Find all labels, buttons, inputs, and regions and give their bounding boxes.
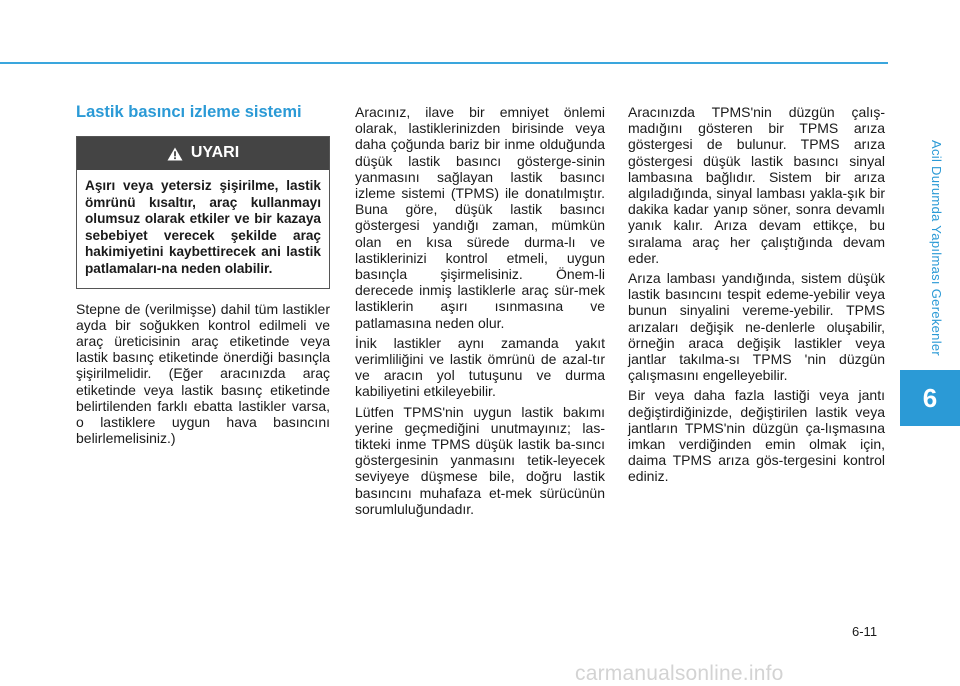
paragraph: İnik lastikler aynı zamanda yakıt verimliliğini ve lastik ömrünü de azal-tır ve aracın yol tutuşunu ve durma kabiliyetini etkileyebilir.: [355, 334, 605, 400]
paragraph: Lütfen TPMS'nin uygun lastik bakımı yerine geçmediğini unutmayınız; las-tikteki inme TPMS düşük lastik ba-sıncı göstergesinin yanmasını tetik-leyecek seviyeye düşmese bile, doğru lastik basıncını muhafaza et-mek sürücünün sorumluluğundadır.: [355, 403, 605, 517]
paragraph: Aracınızda TPMS'nin düzgün çalış-madığını gösteren bir TPMS arıza göstergesi de bulunur. TPMS arıza göstergesi düşük lastik basıncı sinyal lambasına bağlıdır. Sistem bir arıza algıladığında, sinyal lambası yakla-şık bir dakika kadar yanıp söner, sonra devamlı yanık kalır. Arıza devam ettikçe, bu sıralama araç her çalıştığında devam eder.: [628, 104, 885, 266]
paragraph: Bir veya daha fazla lastiği veya jantı değiştirdiğinizde, değiştirilen lastik veya jantların TPMS'nin düzgün ça-lışmasına imkan verdiğinden emin olmak için, daima TPMS arıza gös-tergesini kontrol ediniz.: [628, 387, 885, 485]
page-number: 6-11: [852, 624, 878, 639]
paragraph: Stepne de (verilmişse) dahil tüm lastikler ayda bir soğukken kontrol edilmeli ve araç üreticisinin araç etiketinde veya lastik basınç etiketinde önerdiği basınçla şişirilmelidir. (Eğer aracınızda araç etiketinde veya lastik basınç etiketinde belirtilenden farklı ebatta lastikler varsa, o lastiklere uygun hava basıncını belirlemelisiniz.): [76, 300, 330, 447]
column-3: [628, 104, 885, 489]
warning-label: UYARI: [190, 144, 240, 162]
column-2: [355, 104, 605, 521]
top-divider: [0, 62, 888, 64]
warning-header: [77, 137, 329, 170]
watermark: carmanualsonline.info: [575, 662, 784, 685]
column-1: [76, 102, 330, 450]
paragraph: Aracınız, ilave bir emniyet önlemi olarak, lastiklerinizden birisinde veya daha çoğunda bariz bir inme olduğunda düşük lastik basıncı gösterge-sinin yanmasını sağlayan lastik basıncı izleme sistemi (TPMS) ile donatılmıştır. Buna göre, düşük lastik basıncı göstergesi yandığı zaman, mümkün olan en kısa sürede durma-lı ve lastiklerinizi kontrol etmeli, uygun basınçla şişirmelisiniz. Önem-li derecede inmiş lastiklerle araç sür-mek lastiklerin aşırı ısınmasına ve patlamasına neden olur.: [355, 104, 605, 331]
chapter-tab: 6: [900, 370, 960, 426]
chapter-side-title: Acil Durumda Yapılması Gerekenler: [929, 140, 944, 357]
warning-text: Aşırı veya yetersiz şişirilme, lastik ömrünü kısaltır, araç kullanmayı olumsuz olarak etkiler ve bir kazaya sebebiyet verecek şekilde araç hakimiyetini kaybettirecek ani lastik patlamaları-na neden olabilir.: [85, 178, 321, 276]
section-title: Lastik basıncı izleme sistemi: [76, 103, 302, 121]
warning-box: [76, 136, 330, 289]
warning-triangle-icon: [167, 147, 183, 161]
paragraph: Arıza lambası yandığında, sistem düşük lastik basıncını tespit edeme-yebilir veya bunun sinyalini vereme-yebilir. TPMS arızaları değişik ne-denlerle oluşabilir, örneğin araca değişik lastikler veya jantlar takılma-sı TPMS 'nin düzgün çalışmasını engelleyebilir.: [628, 270, 885, 384]
